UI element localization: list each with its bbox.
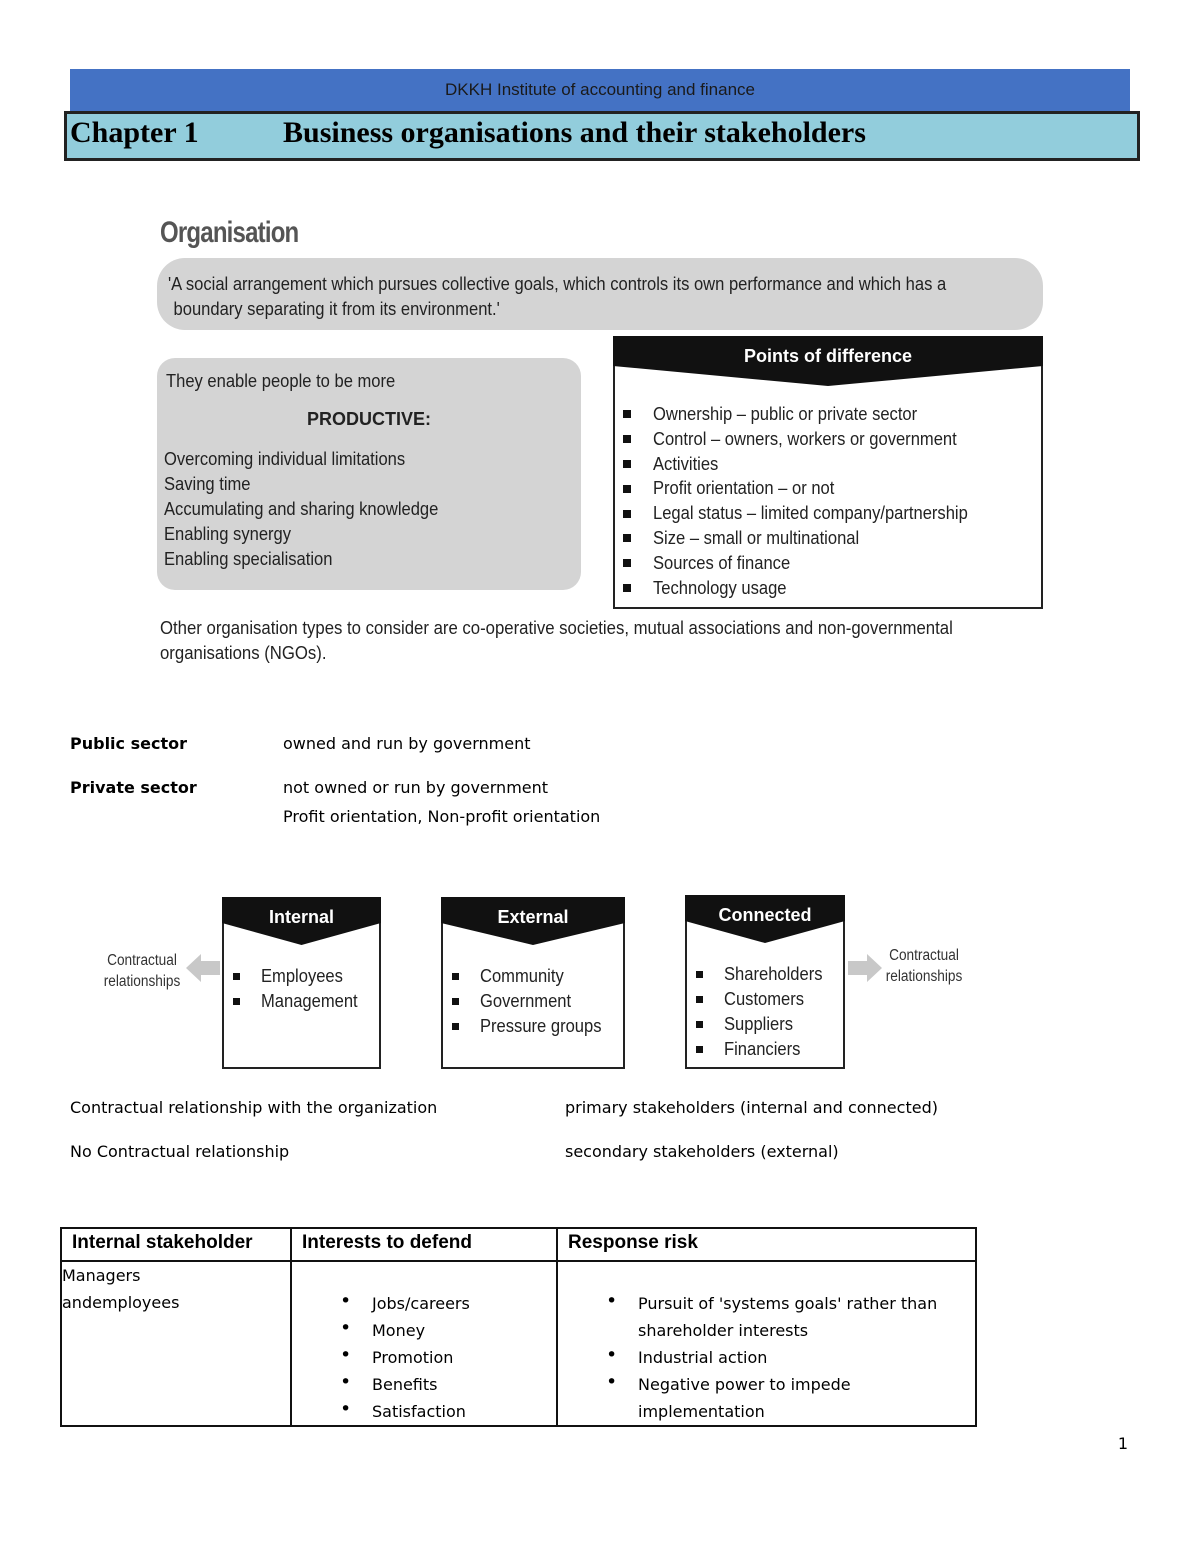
table-header: Internal stakeholder	[61, 1228, 291, 1261]
internal-stakeholder-box	[222, 897, 381, 1069]
square-bullet-icon	[696, 996, 703, 1003]
points-item: Profit orientation – or not	[623, 476, 995, 501]
risk-item	[558, 1290, 975, 1344]
no-contractual-text: No Contractual relationship	[70, 1142, 290, 1161]
connected-list	[696, 962, 831, 1062]
connected-item: Suppliers	[696, 1012, 831, 1037]
public-sector-label: Public sector	[70, 734, 187, 753]
square-bullet-icon	[623, 485, 631, 493]
connected-stakeholder-box	[685, 895, 845, 1069]
external-item: Community	[452, 964, 612, 989]
interests-list	[292, 1262, 556, 1425]
risk-item: • Industrial action	[558, 1344, 975, 1371]
table-header-row	[61, 1228, 976, 1261]
definition-line-2: boundary separating it from its environment.'	[173, 299, 500, 319]
external-title: External	[497, 907, 569, 927]
interests-cell	[291, 1261, 557, 1426]
table-header: Interests to defend	[291, 1228, 557, 1261]
interest-item: • Jobs/careers	[292, 1290, 556, 1317]
arrow-left-icon	[186, 953, 220, 983]
secondary-stakeholders-text: secondary stakeholders (external)	[565, 1142, 839, 1161]
connected-banner	[685, 895, 845, 947]
square-bullet-icon	[623, 410, 631, 418]
stakeholder-line-1: Managers	[62, 1266, 141, 1285]
risk-3-line-1: Negative power to impede	[638, 1375, 851, 1394]
stakeholder-table	[60, 1227, 977, 1427]
risks-list	[558, 1262, 975, 1425]
contractual-right-line-1: Contractual	[889, 947, 959, 964]
connected-item: Shareholders	[696, 962, 831, 987]
square-bullet-icon	[696, 971, 703, 978]
productive-item: Overcoming individual limitations	[164, 449, 406, 469]
productive-item: Saving time	[164, 474, 251, 494]
external-stakeholder-box	[441, 897, 625, 1069]
square-bullet-icon	[623, 584, 631, 592]
page-number: 1	[1117, 1434, 1128, 1453]
internal-item: Management	[233, 989, 366, 1014]
other-line-1: Other organisation types to consider are co-operative societies, mutual associations and non-governmental	[160, 618, 953, 638]
productive-heading: PRODUCTIVE:	[306, 409, 431, 429]
external-item: Pressure groups	[452, 1014, 612, 1039]
square-bullet-icon	[696, 1046, 703, 1053]
stakeholder-cell	[61, 1261, 291, 1426]
square-bullet-icon	[233, 998, 240, 1005]
definition-line-1: 'A social arrangement which pursues collective goals, which controls its own performance and which has a	[168, 274, 947, 294]
arrow-right-icon	[848, 953, 882, 983]
contractual-label-left	[98, 950, 186, 992]
connected-title: Connected	[718, 905, 812, 925]
productive-item: Enabling synergy	[164, 524, 292, 544]
points-item: Technology usage	[623, 576, 995, 601]
contractual-left-line-1: Contractual	[107, 952, 177, 969]
points-item: Control – owners, workers or government	[623, 427, 995, 452]
primary-stakeholders-text: primary stakeholders (internal and connected)	[565, 1098, 938, 1117]
institute-name: DKKH Institute of accounting and finance	[445, 80, 755, 99]
interest-item: • Promotion	[292, 1344, 556, 1371]
productive-intro: They enable people to be more	[166, 371, 396, 391]
other-organisation-types	[160, 616, 978, 666]
interest-item: • Benefits	[292, 1371, 556, 1398]
risk-1-line-1: Pursuit of 'systems goals' rather than	[638, 1294, 938, 1313]
square-bullet-icon	[623, 559, 631, 567]
square-bullet-icon	[623, 534, 631, 542]
internal-title: Internal	[268, 907, 335, 927]
definition-text	[168, 272, 959, 322]
square-bullet-icon	[623, 435, 631, 443]
square-bullet-icon	[233, 973, 240, 980]
risk-3-line-2: implementation	[638, 1402, 765, 1421]
square-bullet-icon	[623, 510, 631, 518]
table-row	[61, 1261, 976, 1426]
chapter-title: Business organisations and their stakeholders	[283, 116, 866, 149]
points-item: Size – small or multinational	[623, 526, 995, 551]
points-item: Ownership – public or private sector	[623, 402, 995, 427]
external-item: Government	[452, 989, 612, 1014]
points-item: Legal status – limited company/partnership	[623, 501, 995, 526]
interest-item: • Money	[292, 1317, 556, 1344]
public-sector-value: owned and run by government	[283, 734, 531, 753]
square-bullet-icon	[623, 460, 631, 468]
square-bullet-icon	[696, 1021, 703, 1028]
square-bullet-icon	[452, 998, 459, 1005]
contractual-relationship-text: Contractual relationship with the organization	[70, 1098, 438, 1117]
square-bullet-icon	[452, 1023, 459, 1030]
private-sector-value: not owned or run by government	[283, 778, 549, 797]
private-sector-value-2: Profit orientation, Non-profit orientation	[283, 807, 601, 826]
points-list	[623, 402, 995, 600]
other-line-2: organisations (NGOs).	[160, 643, 327, 663]
risk-1-line-2: shareholder interests	[638, 1321, 809, 1340]
stakeholder-line-2: andemployees	[62, 1293, 180, 1312]
contractual-label-right	[880, 945, 968, 987]
table-header: Response risk	[557, 1228, 976, 1261]
points-heading: Points of difference	[743, 346, 913, 366]
points-item: Activities	[623, 452, 995, 477]
connected-item: Customers	[696, 987, 831, 1012]
productive-list	[164, 447, 438, 572]
external-banner	[441, 897, 625, 949]
square-bullet-icon	[452, 973, 459, 980]
internal-banner	[222, 897, 381, 949]
contractual-left-line-2: relationships	[103, 973, 181, 990]
risk-item	[558, 1371, 975, 1425]
chapter-number: Chapter 1	[70, 116, 199, 149]
private-sector-label: Private sector	[70, 778, 197, 797]
connected-item: Financiers	[696, 1037, 831, 1062]
internal-list	[233, 964, 366, 1014]
points-heading-banner	[613, 336, 1043, 388]
points-item: Sources of finance	[623, 551, 995, 576]
contractual-right-line-2: relationships	[885, 968, 963, 985]
interest-item: • Satisfaction	[292, 1398, 556, 1425]
productive-item: Enabling specialisation	[164, 549, 333, 569]
external-list	[452, 964, 612, 1039]
organisation-heading: Organisation	[160, 216, 299, 249]
internal-item: Employees	[233, 964, 366, 989]
productive-item: Accumulating and sharing knowledge	[164, 499, 439, 519]
risks-cell	[557, 1261, 976, 1426]
